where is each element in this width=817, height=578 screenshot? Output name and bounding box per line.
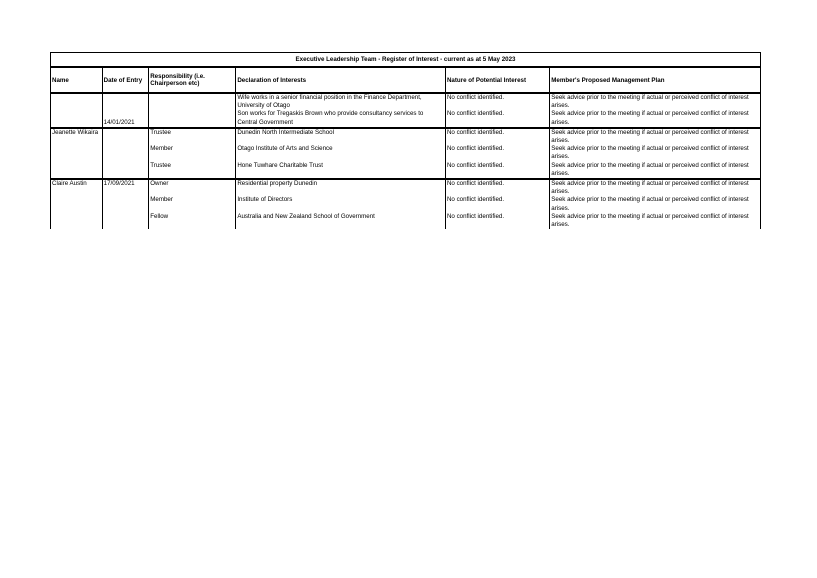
register-sheet (50, 52, 761, 229)
cell-declaration: Institute of Directors (236, 196, 446, 212)
cell-plan: Seek advice prior to the meeting if actual or perceived conflict of interest arises. (550, 145, 761, 161)
cell-plan: Seek advice prior to the meeting if actual or perceived conflict of interest arises. (550, 196, 761, 212)
table-row (51, 110, 761, 127)
cell-date (102, 128, 149, 145)
cell-responsibility: Trustee (149, 128, 236, 145)
cell-responsibility: Member (149, 196, 236, 212)
table-row (51, 162, 761, 179)
cell-plan: Seek advice prior to the meeting if actual or perceived conflict of interest arises. (550, 179, 761, 196)
header-date: Date of Entry (102, 67, 149, 93)
cell-declaration: Australia and New Zealand School of Government (236, 213, 446, 229)
cell-responsibility (149, 93, 236, 110)
header-row (51, 67, 761, 93)
table-row (51, 145, 761, 161)
cell-nature: No conflict identified. (445, 213, 549, 229)
cell-nature: No conflict identified. (445, 128, 549, 145)
header-plan: Member's Proposed Management Plan (550, 67, 761, 93)
cell-declaration: Otago Institute of Arts and Science (236, 145, 446, 161)
cell-name (51, 213, 103, 229)
cell-name (51, 145, 103, 161)
cell-date (102, 213, 149, 229)
cell-declaration: Son works for Tregaskis Brown who provide consultancy services to Central Government (236, 110, 446, 127)
cell-date (102, 162, 149, 179)
table-row (51, 179, 761, 196)
cell-declaration: Hone Tuwhare Charitable Trust (236, 162, 446, 179)
cell-nature: No conflict identified. (445, 162, 549, 179)
cell-nature: No conflict identified. (445, 110, 549, 127)
header-nature: Nature of Potential Interest (445, 67, 549, 93)
cell-nature: No conflict identified. (445, 196, 549, 212)
cell-date (102, 196, 149, 212)
register-title: Executive Leadership Team - Register of Interest - current as at 5 May 2023 (51, 53, 761, 68)
cell-nature: No conflict identified. (445, 93, 549, 110)
table-row (51, 128, 761, 145)
cell-name (51, 93, 103, 110)
cell-plan: Seek advice prior to the meeting if actual or perceived conflict of interest arises. (550, 162, 761, 179)
cell-name (51, 196, 103, 212)
cell-declaration: Dunedin North Intermediate School (236, 128, 446, 145)
cell-responsibility: Member (149, 145, 236, 161)
cell-date (102, 93, 149, 110)
cell-date: 14/01/2021 (102, 110, 149, 127)
cell-plan: Seek advice prior to the meeting if actual or perceived conflict of interest arises. (550, 93, 761, 110)
table-row (51, 213, 761, 229)
header-responsibility: Responsibility (i.e. Chairperson etc) (149, 67, 236, 93)
header-name: Name (51, 67, 103, 93)
cell-name (51, 162, 103, 179)
header-declaration: Declaration of Interests (236, 67, 446, 93)
cell-date (102, 145, 149, 161)
cell-declaration: Wife works in a senior financial position in the Finance Department, University of Otago (236, 93, 446, 110)
cell-responsibility: Trustee (149, 162, 236, 179)
cell-nature: No conflict identified. (445, 179, 549, 196)
cell-nature: No conflict identified. (445, 145, 549, 161)
table-row (51, 196, 761, 212)
cell-name: Jeanette Wikaira (51, 128, 103, 145)
cell-name: Claire Austin (51, 179, 103, 196)
cell-responsibility: Fellow (149, 213, 236, 229)
cell-date: 17/09/2021 (102, 179, 149, 196)
cell-plan: Seek advice prior to the meeting if actual or perceived conflict of interest arises. (550, 110, 761, 127)
cell-declaration: Residential property Dunedin (236, 179, 446, 196)
cell-responsibility (149, 110, 236, 127)
cell-responsibility: Owner (149, 179, 236, 196)
register-table (50, 52, 761, 229)
title-row (51, 53, 761, 68)
cell-plan: Seek advice prior to the meeting if actual or perceived conflict of interest arises. (550, 128, 761, 145)
cell-plan: Seek advice prior to the meeting if actual or perceived conflict of interest arises. (550, 213, 761, 229)
cell-name (51, 110, 103, 127)
table-row (51, 93, 761, 110)
